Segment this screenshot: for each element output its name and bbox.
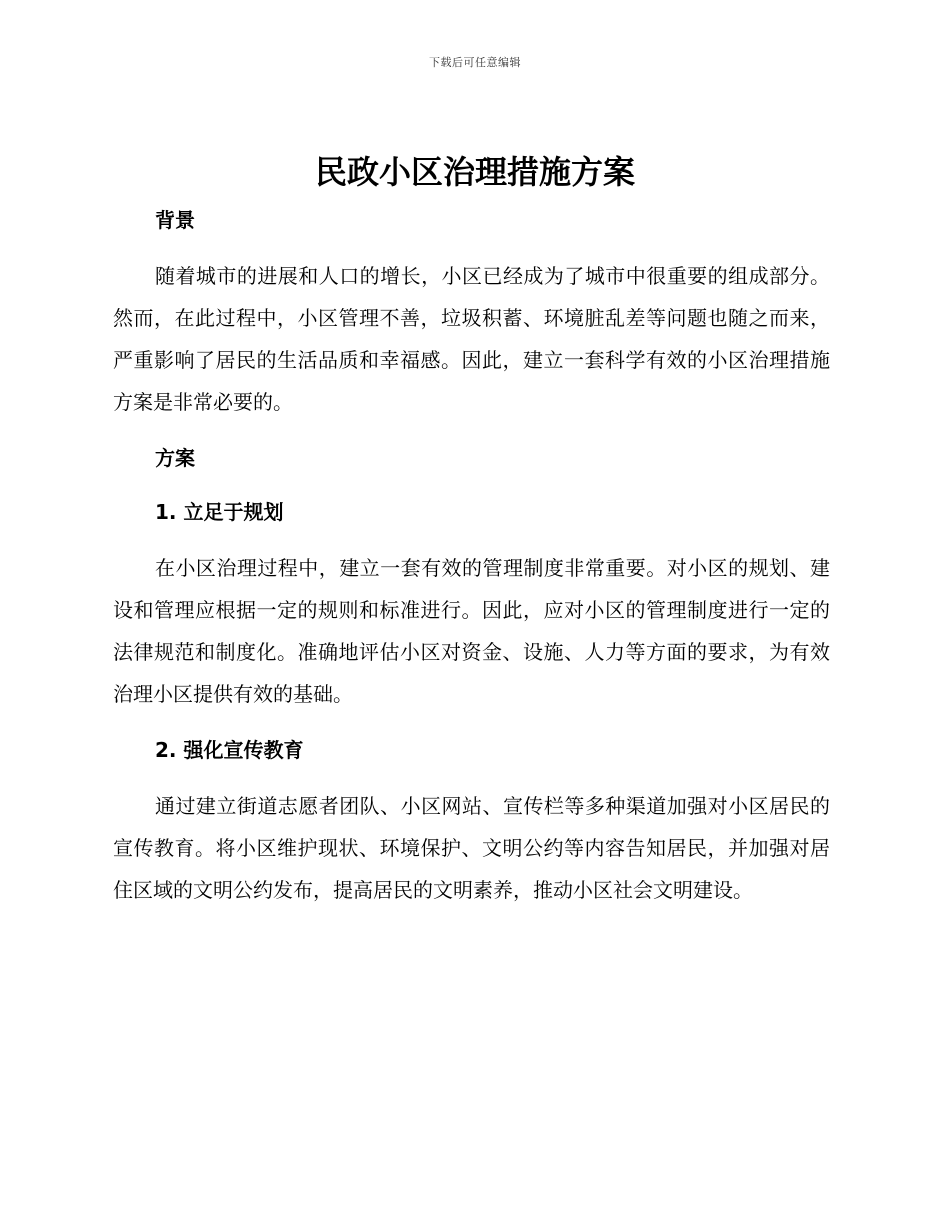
document-title: 民政小区治理措施方案	[314, 153, 635, 191]
background-heading: 背景	[155, 208, 195, 232]
document-body	[113, 200, 830, 911]
item1-paragraph: 在小区治理过程中，建立一套有效的管理制度非常重要。对小区的规划、建设和管理应根据一定的规则和标准进行。因此，应对小区的管理制度进行一定的法律规范和制度化。准确地评估小区对资金、设施、人力等方面的要求，为有效治理小区提供有效的基础。	[113, 556, 830, 706]
item1-heading: 1. 立足于规划	[155, 500, 284, 524]
header-note: 下载后可任意编辑	[429, 56, 521, 69]
plan-heading: 方案	[155, 446, 195, 470]
item2-paragraph: 通过建立街道志愿者团队、小区网站、宣传栏等多种渠道加强对小区居民的宣传教育。将小区维护现状、环境保护、文明公约等内容告知居民，并加强对居住区域的文明公约发布，提高居民的文明素养，推动小区社会文明建设。	[113, 794, 830, 902]
background-paragraph: 随着城市的进展和人口的增长，小区已经成为了城市中很重要的组成部分。然而，在此过程中，小区管理不善，垃圾积蓄、环境脏乱差等问题也随之而来，严重影响了居民的生活品质和幸福感。因此，建立一套科学有效的小区治理措施方案是非常必要的。	[113, 264, 830, 414]
item2-heading: 2. 强化宣传教育	[155, 738, 304, 762]
